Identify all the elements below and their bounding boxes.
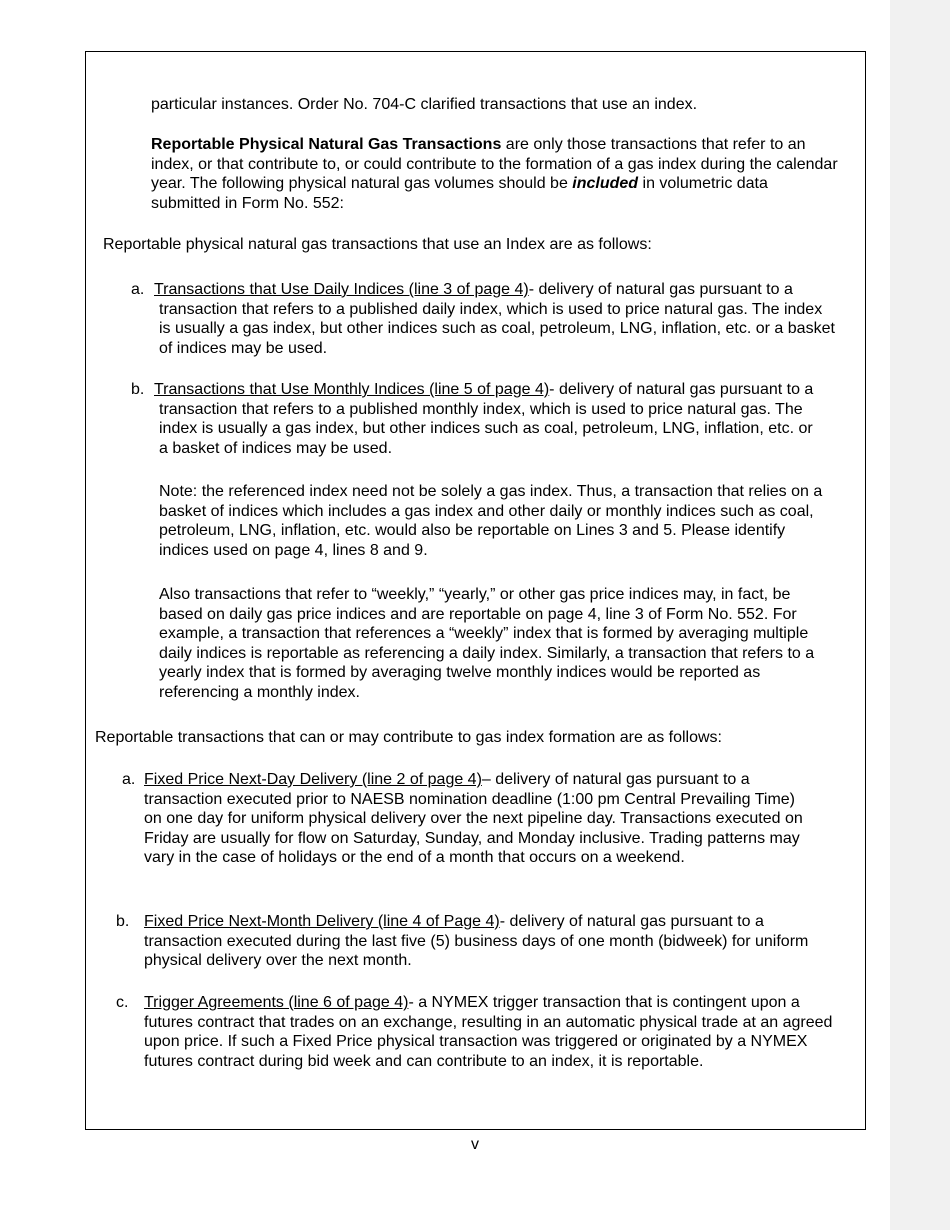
index-item-a-title: Transactions that Use Daily Indices (line 3 of page 4) [154,281,529,298]
index-item-b-title: Transactions that Use Monthly Indices (line 5 of page 4) [154,381,550,398]
formation-item-a-title: Fixed Price Next-Day Delivery (line 2 of page 4) [144,771,482,788]
formation-item-a [144,770,814,868]
reportable-text-2: in volumetric data submitted in Form No. 552: [151,175,768,212]
formation-item-a-text: – delivery of natural gas pursuant to a transaction executed prior to NAESB nomination deadline (1:00 pm Central Prevailing Time) on one day for uniform physical delivery over the next pipeline day. Transactions executed on Friday are usually for flow on Saturday, Sunday, and Monday inclusive. Trading patterns may vary in the case of holidays or the end of a month that occurs on a weekend. [144,771,803,867]
formation-item-a-label: a. [122,771,136,788]
formation-item-b-title: Fixed Price Next-Month Delivery (line 4 of Page 4) [144,913,500,930]
reportable-paragraph [151,135,841,213]
also-paragraph: Also transactions that refer to “weekly,” “yearly,” or other gas price indices may, in fact, be based on daily gas price indices and are reportable on page 4, line 3 of Form No. 552. For example, a transaction that references a “weekly” index that is formed by averaging multiple daily indices is reportable as referencing a daily index. Similarly, a transaction that refers to a yearly index that is formed by averaging twelve monthly indices would be reported as referencing a monthly index. [159,586,815,701]
note-paragraph: Note: the referenced index need not be solely a gas index. Thus, a transaction that relies on a basket of indices which includes a gas index and other daily or monthly indices such as coal, petroleum, LNG, inflation, etc. would also be reportable on Lines 3 and 5. Please identify indices used on page 4, lines 8 and 9. [159,483,823,559]
formation-item-c-title: Trigger Agreements (line 6 of page 4) [144,994,409,1011]
formation-item-b [144,912,809,971]
index-item-a [154,280,837,358]
formation-item-b-label: b. [116,913,130,930]
reportable-text-1: are only those transactions that refer to an index, or that contribute to, or could contribute to the formation of a gas index during the calendar year. The following physical natural gas volumes should be [151,136,838,193]
index-item-a-text: - delivery of natural gas pursuant to a transaction that refers to a published daily index, which is used to price natural gas. The index is usually a gas index, but other indices such as coal, petroleum, LNG, inflation, etc. or a basket of indices may be used. [159,281,835,357]
page-number: v [471,1136,479,1153]
formation-item-b-text: - delivery of natural gas pursuant to a transaction executed during the last five (5) business days of one month (bidweek) for uniform physical delivery over the next month. [144,913,809,970]
formation-item-c [144,993,834,1071]
formation-item-c-text: - a NYMEX trigger transaction that is contingent upon a futures contract that trades on an exchange, resulting in an automatic physical trade at an agreed upon price. If such a Fixed Price physical transaction was triggered or originated by a NYMEX futures contract during bid week and can contribute to an index, it is reportable. [144,994,833,1070]
formation-item-c-label: c. [116,994,129,1011]
intro-line: particular instances. Order No. 704-C clarified transactions that use an index. [151,96,698,113]
reportable-emphasis: included [572,175,639,193]
index-item-a-label: a. [131,281,145,298]
index-item-b-label: b. [131,381,145,398]
index-item-b [154,380,824,458]
formation-heading: Reportable transactions that can or may contribute to gas index formation are as follows: [95,729,722,746]
index-heading: Reportable physical natural gas transactions that use an Index are as follows: [103,236,652,253]
reportable-bold-lead: Reportable Physical Natural Gas Transactions [151,136,502,153]
page-margin-strip [890,0,950,1230]
index-item-b-text: - delivery of natural gas pursuant to a transaction that refers to a published monthly index, which is used to price natural gas. The index is usually a gas index, but other indices such as coal, petroleum, LNG, inflation, etc. or a basket of indices may be used. [159,381,814,457]
